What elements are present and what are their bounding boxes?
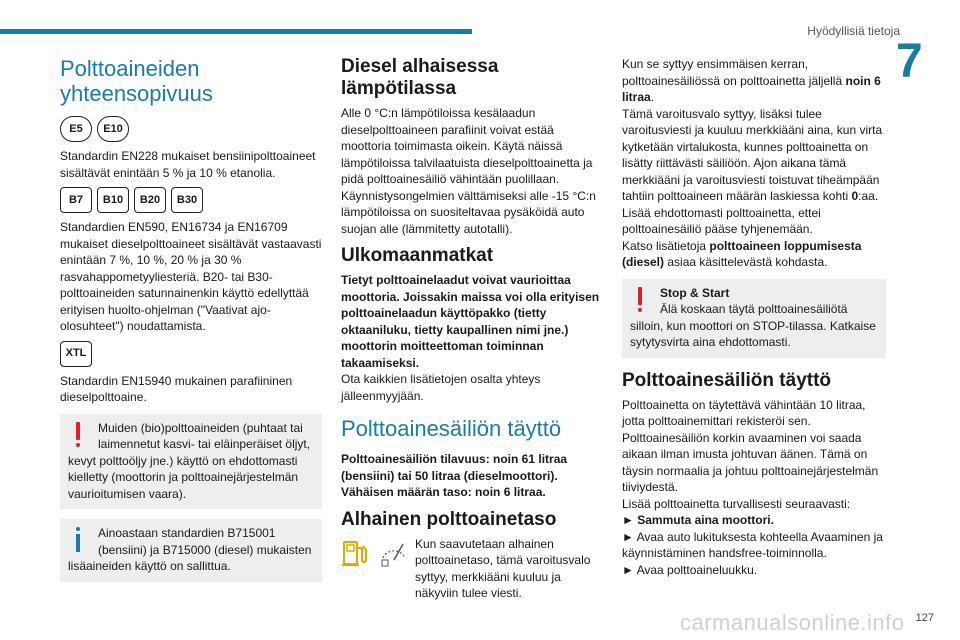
step-2: ► Avaa auto lukituksesta kohteella Avaaminen ja käynnistäminen handsfree-toiminnolla. [622, 529, 883, 560]
xtl-text: Standardin EN15940 mukainen parafiininen dieselpolttoaine. [60, 373, 293, 404]
heading-low-fuel: Alhainen polttoainetaso [341, 508, 557, 530]
column-1 [60, 56, 322, 592]
watermark: carmanualsonline.info [680, 610, 905, 635]
badge-xtl: XTL [60, 341, 92, 367]
page-number: 127 [915, 612, 934, 624]
section-title: Hyödyllisiä tietoja [807, 24, 900, 38]
refuel-text: Polttoainetta on täytettävä vähintään 10 litraa, jotta polttoainemittari rekisteröi sen. Polttoainesäiliön korkin avaaminen voi saada aikaan ilman imusta johtuvan äänen. Tämä on täysin normaalia ja johtuu polttoainejärjestelmän tiiviydestä. [622, 397, 879, 494]
low-fuel-row [341, 536, 603, 602]
step-1: ► Sammuta aina moottori. [622, 513, 774, 527]
first-light-text: Kun se syttyy ensimmäisen kerran, polttoainesäiliössä on polttoainetta jäljellä noin 6 litraa. [622, 57, 881, 104]
xtl-badges [60, 341, 322, 367]
abroad-bold-text: Tietyt polttoainelaadut voivat vaurioittaa moottoria. Joissakin maissa voi olla erityisen polttoainelaadun käyttöpakko (tietty oktaaniluku, tietty kaupallinen nimi jne.) moottorin moitteettoman toiminnan takaamiseksi. [341, 273, 600, 370]
tank-capacity-text: Polttoainesäiliön tilavuus: noin 61 litraa (bensiini) tai 50 litraa (dieselmoottori). Vähäisen määrän taso: noin 6 litraa. [341, 452, 568, 499]
add-fuel-text: Lisää ehdottomasti polttoainetta, ettei polttoainesäiliö pääse tyhjenemään. [622, 205, 821, 236]
warning-icon [68, 420, 88, 450]
badge-e10: E10 [97, 116, 129, 142]
petrol-text: Standardin EN228 mukaiset bensiinipolttoaineet sisältävät enintään 5 % ja 10 % etanolia. [60, 149, 316, 180]
stop-start-warning-box [622, 279, 886, 358]
step-3: ► Avaa polttoaineluukku. [622, 562, 758, 577]
header-accent-bar [0, 29, 472, 34]
badge-b10: B10 [97, 187, 129, 213]
warning-icon [630, 285, 650, 315]
warning-repeat-text: Tämä varoitusvalo syttyy, lisäksi tulee varoitusviesti ja kuuluu merkkiääni aina, kun virta kytketään virtalukosta, kunnes polttoainetta on lisätty riittävästi säiliöön. Ajon aikana tämä merkkiääni ja varoitusviesti toistuvat tiheämpään tahtiin polttoaineen määrän laskiessa kohti 0:aa. [622, 106, 883, 203]
fuel-pump-icon [341, 536, 375, 568]
diesel-badges [60, 187, 322, 213]
chapter-number: 7 [896, 35, 923, 88]
info-icon [68, 525, 88, 555]
stop-start-title: Stop & Start [660, 285, 730, 300]
badge-b7: B7 [60, 187, 92, 213]
heading-fuel-compatibility: Polttoaineiden yhteensopivuus [60, 56, 213, 106]
info-box [60, 519, 322, 582]
refuel-steps-intro: Lisää polttoainetta turvallisesti seuraavasti: [622, 496, 851, 511]
heading-diesel-cold: Diesel alhaisessa lämpötilassa [341, 56, 499, 99]
badge-b20: B20 [134, 187, 166, 213]
see-more-text: Katso lisätietoja polttoaineen loppumisesta (diesel) asiaa käsittelevästä kohdasta. [622, 238, 862, 269]
low-fuel-icons [341, 536, 409, 568]
heading-refuel: Polttoainesäiliön täyttö [622, 369, 832, 391]
badge-b30: B30 [171, 187, 203, 213]
fuel-gauge-icon [379, 536, 409, 568]
column-2 [341, 56, 603, 602]
warning-text: Muiden (bio)polttoaineiden (puhtaat tai laimennetut kasvi- tai eläinperäiset öljyt, kevyt polttoöljy jne.) käyttö on ehdottomasti kielletty (moottorin ja polttoainejärjestelmän vaurioitumisen vaara). [68, 420, 311, 501]
info-text: Ainoastaan standardien B715001 (bensiini) ja B715000 (diesel) mukaisten lisäaineiden käyttö on sallittua. [68, 526, 312, 573]
abroad-text: Ota kaikkien lisätietojen osalta yhteys jälleenmyyjään. [341, 372, 541, 403]
diesel-text: Standardien EN590, EN16734 ja EN16709 mukaiset dieselpolttoaineet sisältävät vastaavasti enintään 7 %, 10 %, 20 % ja 30 % rasvahappometyyliesteriä. B20- tai B30-polttoaineiden satunnainenkin käyttö edellyttää erityisen huolto-ohjelman ("Vaativat ajo-olosuhteet") noudattamista. [60, 220, 322, 333]
heading-tank-fill: Polttoainesäiliön täyttö [341, 416, 562, 441]
petrol-badges [60, 116, 322, 142]
warning-box [60, 414, 322, 510]
diesel-cold-text: Alle 0 °C:n lämpötiloissa kesälaadun dieselpolttoaineen parafiinit voivat estää moottoria toimimasta oikein. Käytä näissä lämpötiloissa talvilaatuista dieselpolttoainetta ja pidä polttoainesäiliö vähintään puolillaan. Käynnistysongelmien välttämiseksi alle -15 °C:n lämpötiloissa on suositeltavaa pysäköidä auto suojan alle (lämmitetty autotalli). [341, 106, 596, 236]
low-fuel-text: Kun saavutetaan alhainen polttoainetaso, tämä varoitusvalo syttyy, merkkiääni kuuluu ja näkyviin tulee viesti. [415, 536, 591, 600]
heading-abroad: Ulkomaanmatkat [341, 245, 494, 266]
stop-start-text: Älä koskaan täytä polttoainesäiliötä silloin, kun moottori on STOP-tilassa. Katkaise sytytysvirta aina ehdottomasti. [630, 302, 876, 349]
column-3 [622, 56, 886, 584]
badge-e5: E5 [60, 116, 92, 142]
